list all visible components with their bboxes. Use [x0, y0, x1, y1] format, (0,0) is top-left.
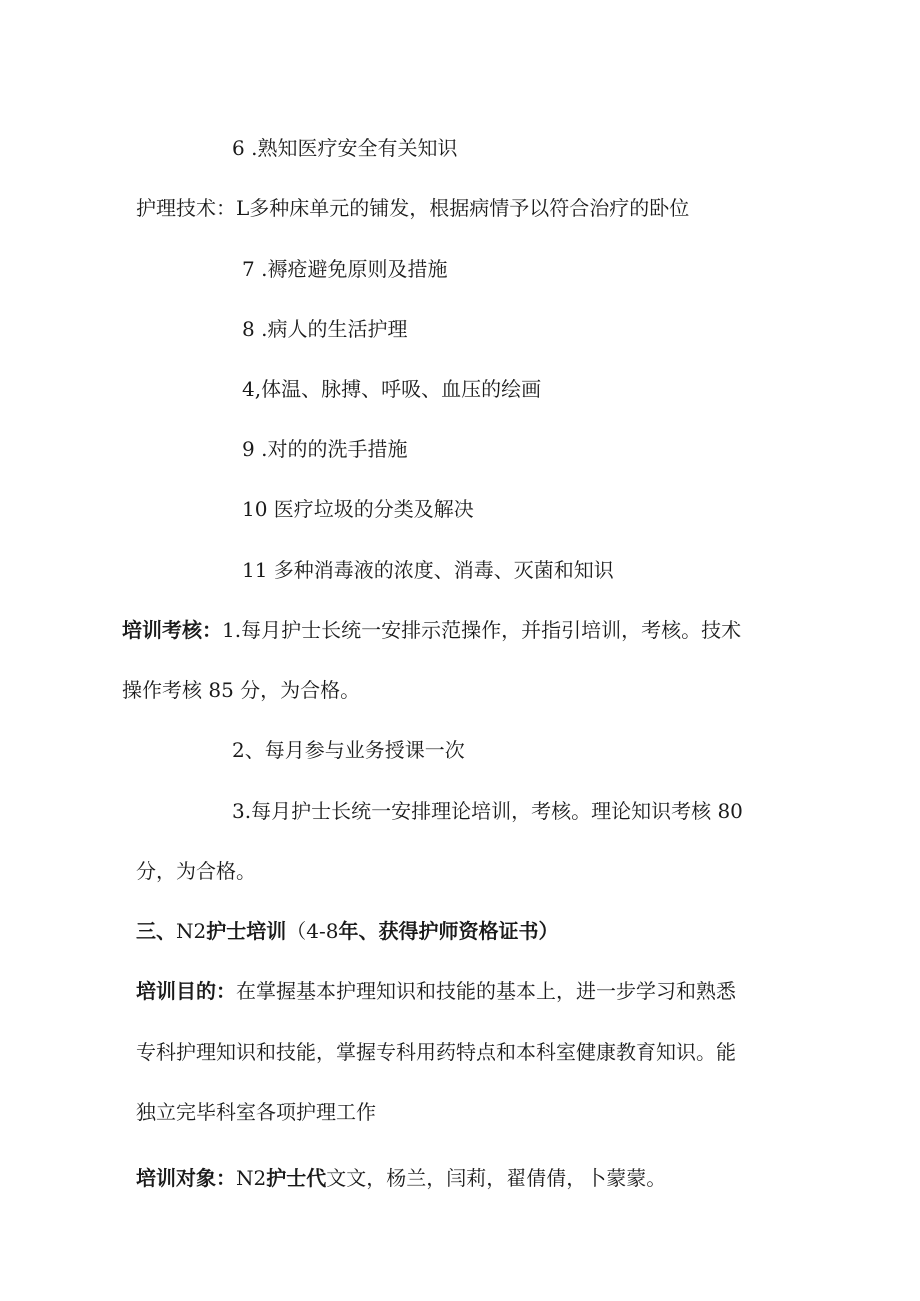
- assessment-label: 培训考核：: [122, 618, 222, 642]
- goal-label: 培训目的：: [136, 979, 236, 1003]
- assessment-item-2: 2、每月参与业务授课一次: [232, 738, 465, 762]
- nursing-technique-text: L多种床单元的铺发，根据病情予以符合治疗的卧位: [236, 196, 690, 220]
- skill-item-11: 11 多种消毒液的浓度、消毒、灭菌和知识: [242, 558, 614, 582]
- skill-item-6: 6 .熟知医疗安全有关知识: [232, 136, 458, 160]
- skill-item-7: 7 .褥疮避免原则及措施: [242, 257, 448, 281]
- assessment-item-3: 3.每月护士长统一安排理论培训，考核。理论知识考核 80: [232, 799, 743, 823]
- goal-line-3: 独立完毕科室各项护理工作: [136, 1100, 376, 1124]
- nursing-technique-line: [136, 194, 689, 222]
- assessment-line-1: 培训考核：1.每月护士长统一安排示范操作，并指引培训，考核。技术: [122, 618, 742, 642]
- assessment-item-3-cont: 分，为合格。: [136, 859, 256, 883]
- nursing-technique-label: 护理技术：: [136, 196, 236, 220]
- skill-item-9: 9 .对的的洗手措施: [242, 437, 408, 461]
- section-title: 三、N2护士培训（4-8年、获得护师资格证书）: [136, 919, 559, 943]
- skill-item-8: 8 .病人的生活护理: [242, 317, 408, 341]
- target-line: 培训对象：N2护士代文文，杨兰，闫莉，翟倩倩，卜蒙蒙。: [136, 1166, 667, 1190]
- goal-line-1: 培训目的：在掌握基本护理知识和技能的基本上，进一步学习和熟悉: [136, 979, 736, 1003]
- skill-item-10: 10 医疗垃圾的分类及解决: [242, 497, 474, 521]
- assessment-line-2: 操作考核 85 分，为合格。: [122, 678, 361, 702]
- target-label: 培训对象：: [136, 1166, 236, 1190]
- skill-item-4: 4,体温、脉搏、呼吸、血压的绘画: [242, 377, 542, 401]
- goal-line-2: 专科护理知识和技能，掌握专科用药特点和本科室健康教育知识。能: [136, 1040, 736, 1064]
